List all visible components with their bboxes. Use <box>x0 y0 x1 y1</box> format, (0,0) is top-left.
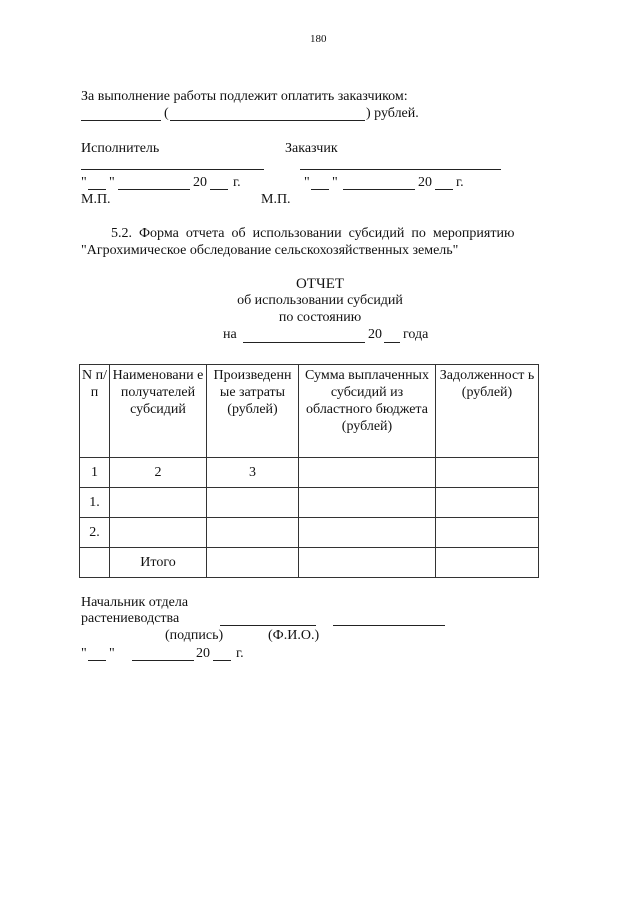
table-row <box>80 458 539 488</box>
footer-date-quote-open: " <box>81 646 87 661</box>
footer-position-cont: растениеводства <box>81 611 180 626</box>
footer-year-line <box>213 660 231 661</box>
executor-day-line <box>88 189 106 190</box>
page-number: 180 <box>310 33 327 45</box>
cell <box>299 488 436 518</box>
total-label: Итого <box>110 548 207 578</box>
header-number: N п/п <box>80 365 110 458</box>
cell: 2 <box>110 458 207 488</box>
cell <box>436 548 539 578</box>
amount-words-line <box>170 120 365 121</box>
table-row <box>80 488 539 518</box>
cell: 2. <box>80 518 110 548</box>
cell: 3 <box>207 458 299 488</box>
payment-text: За выполнение работы подлежит оплатить заказчиком: <box>81 89 408 104</box>
report-subtitle: об использовании субсидий <box>237 293 403 308</box>
executor-year-suffix: г. <box>233 175 241 190</box>
header-debt: Задолженност ь (рублей) <box>436 365 539 458</box>
report-title: ОТЧЕТ <box>295 276 345 292</box>
footer-name-line <box>333 625 445 626</box>
report-date-suffix: года <box>403 327 429 342</box>
cell <box>80 548 110 578</box>
cell <box>436 458 539 488</box>
open-paren: ( <box>164 106 169 121</box>
section-heading-cont: "Агрохимическое обследование сельскохозяйственных земель" <box>81 243 459 258</box>
table-header-row <box>80 365 539 458</box>
customer-day-line <box>311 189 329 190</box>
footer-day-line <box>88 660 106 661</box>
report-subtitle-state: по состоянию <box>278 310 362 325</box>
cell <box>207 548 299 578</box>
footer-signature-line <box>220 625 316 626</box>
section-heading: 5.2. Форма отчета об использовании субсидий по мероприятию <box>111 226 515 241</box>
cell: 1. <box>80 488 110 518</box>
report-table <box>79 364 539 578</box>
executor-date-quote-close: " <box>109 175 115 190</box>
executor-month-line <box>118 189 190 190</box>
executor-year-prefix: 20 <box>193 175 207 190</box>
customer-date-quote-close: " <box>332 175 338 190</box>
customer-label: Заказчик <box>285 141 338 156</box>
amount-currency: ) рублей. <box>366 106 419 121</box>
report-year-line <box>384 342 400 343</box>
report-date-year: 20 <box>368 327 382 342</box>
report-date-line <box>243 342 365 343</box>
table-total-row <box>80 548 539 578</box>
footer-date-quote-close: " <box>109 646 115 661</box>
customer-year-prefix: 20 <box>418 175 432 190</box>
cell <box>207 488 299 518</box>
executor-seal: М.П. <box>81 192 111 207</box>
executor-date-quote-open: " <box>81 175 87 190</box>
cell <box>299 458 436 488</box>
amount-digits-line <box>81 120 161 121</box>
cell <box>207 518 299 548</box>
header-expenses: Произведенн ые затраты (рублей) <box>207 365 299 458</box>
cell <box>436 488 539 518</box>
footer-year-prefix: 20 <box>196 646 210 661</box>
customer-year-suffix: г. <box>456 175 464 190</box>
cell <box>110 518 207 548</box>
executor-signature-line <box>81 169 264 170</box>
footer-month-line <box>132 660 194 661</box>
report-date-prefix: на <box>223 327 237 342</box>
name-caption: (Ф.И.О.) <box>268 628 320 643</box>
customer-seal: М.П. <box>261 192 291 207</box>
footer-position: Начальник отдела <box>81 595 189 610</box>
executor-year-line <box>210 189 228 190</box>
cell <box>299 518 436 548</box>
signature-caption: (подпись) <box>165 628 224 643</box>
header-subsidy-sum: Сумма выплаченных субсидий из областного бюджета (рублей) <box>299 365 436 458</box>
cell: 1 <box>80 458 110 488</box>
customer-month-line <box>343 189 415 190</box>
footer-year-suffix: г. <box>236 646 244 661</box>
header-recipient: Наименовани е получателей субсидий <box>110 365 207 458</box>
customer-signature-line <box>300 169 501 170</box>
table-row <box>80 518 539 548</box>
customer-date-quote-open: " <box>304 175 310 190</box>
cell <box>110 488 207 518</box>
customer-year-line <box>435 189 453 190</box>
cell <box>436 518 539 548</box>
executor-label: Исполнитель <box>81 141 160 156</box>
cell <box>299 548 436 578</box>
